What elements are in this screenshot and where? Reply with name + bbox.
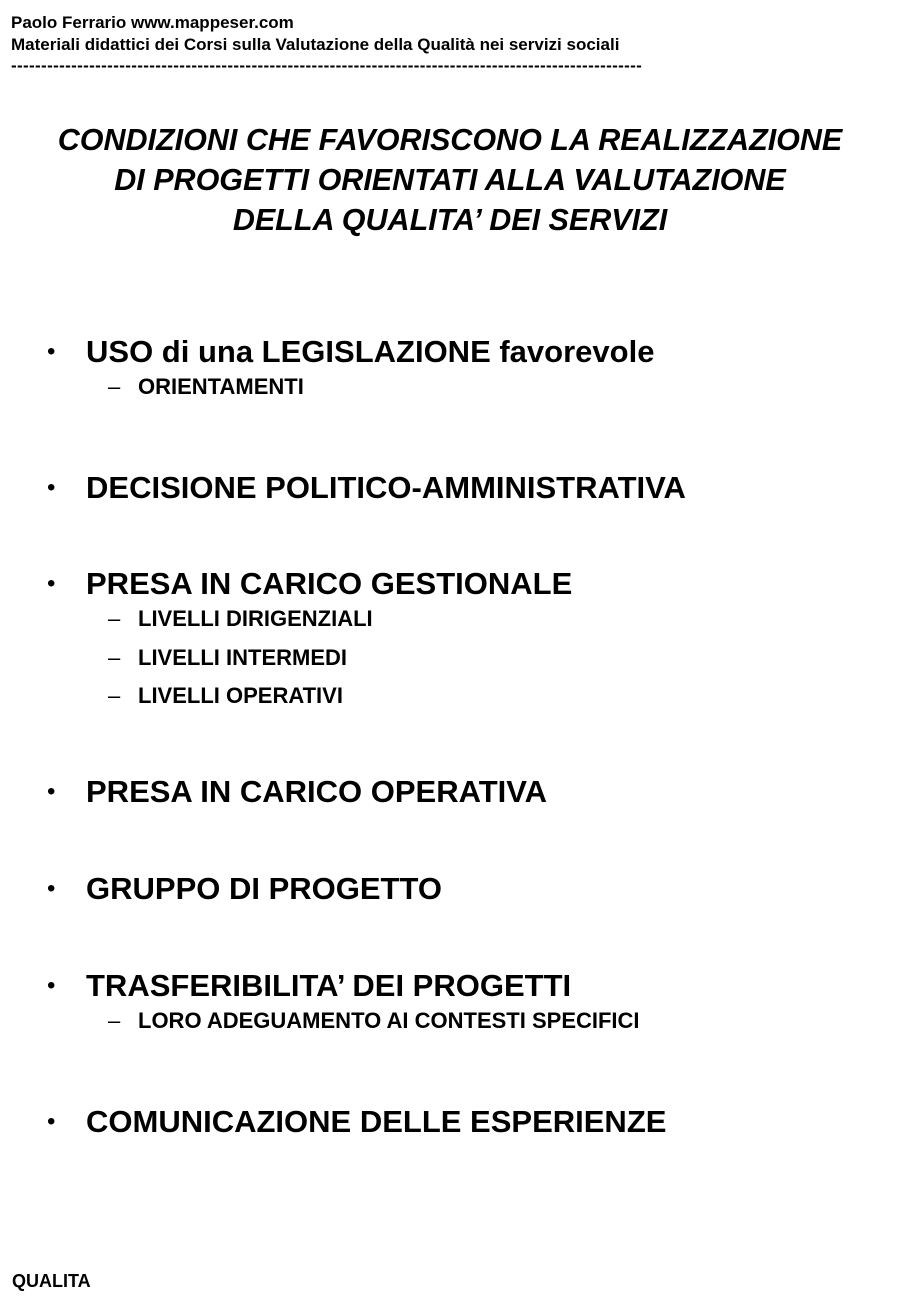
title-line-2: DI PROGETTI ORIENTATI ALLA VALUTAZIONE — [114, 163, 786, 197]
list-item-label: PRESA IN CARICO GESTIONALE — [86, 566, 573, 601]
sub-item-label: ORIENTAMENTI — [138, 374, 304, 399]
bullet-icon: • — [47, 1108, 56, 1135]
footer-label: QUALITA — [12, 1271, 91, 1291]
list-item-label: GRUPPO DI PROGETTO — [86, 871, 442, 906]
sub-item — [0, 681, 900, 720]
dash-icon: – — [108, 606, 121, 631]
list-item — [0, 966, 900, 1045]
dash-icon: – — [108, 683, 121, 708]
sub-item-label: LIVELLI DIRIGENZIALI — [138, 606, 373, 631]
sub-item-label: LIVELLI INTERMEDI — [138, 644, 347, 670]
list-item — [0, 332, 900, 411]
bullet-icon: • — [47, 972, 56, 999]
dash-icon: – — [108, 1008, 121, 1033]
sub-item-label: LIVELLI OPERATIVI — [138, 683, 343, 708]
list-item — [0, 772, 900, 812]
bullet-icon: • — [47, 570, 56, 597]
list-item-label: COMUNICAZIONE DELLE ESPERIENZE — [86, 1104, 667, 1139]
sub-item — [0, 604, 900, 643]
list-item — [0, 468, 900, 508]
list-item — [0, 564, 900, 720]
list-item-label: PRESA IN CARICO OPERATIVA — [86, 774, 548, 809]
list-item — [0, 869, 900, 909]
bullet-icon: • — [47, 875, 56, 902]
header-author: Paolo Ferrario www.mappeser.com — [11, 13, 294, 32]
bullet-icon: • — [47, 474, 56, 501]
page-title — [0, 120, 900, 240]
bullet-icon: • — [47, 778, 56, 805]
title-line-1: CONDIZIONI CHE FAVORISCONO LA REALIZZAZIONE — [57, 123, 843, 157]
header-separator: --------------------------------------------------------------------------------------------------------- — [11, 56, 643, 75]
bullet-icon: • — [47, 338, 56, 365]
list-item-label: DECISIONE POLITICO-AMMINISTRATIVA — [86, 470, 686, 505]
list-item-label: TRASFERIBILITA’ DEI PROGETTI — [86, 968, 572, 1003]
sub-item-label: LORO ADEGUAMENTO AI CONTESTI SPECIFICI — [138, 1008, 640, 1033]
sub-item — [0, 643, 900, 682]
list-item-label: USO di una LEGISLAZIONE favorevole — [86, 334, 655, 369]
list-item — [0, 1102, 900, 1142]
dash-icon: – — [108, 374, 121, 399]
dash-icon: – — [108, 644, 121, 670]
header-subtitle: Materiali didattici dei Corsi sulla Valutazione della Qualità nei servizi sociali — [11, 35, 620, 54]
sub-item — [0, 372, 900, 411]
title-line-3: DELLA QUALITA’ DEI SERVIZI — [232, 203, 668, 237]
sub-item — [0, 1006, 900, 1045]
